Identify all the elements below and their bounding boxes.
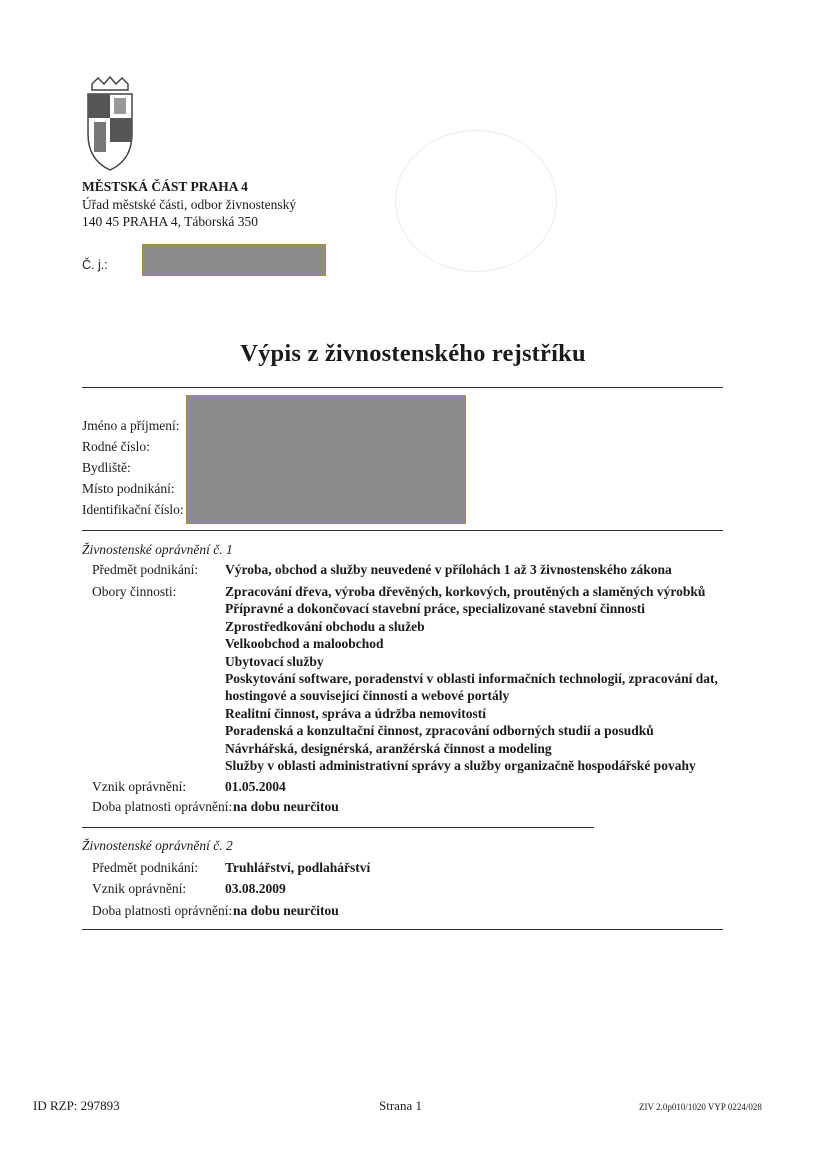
permit-1-field-item: Návrhářská, designérská, aranžérská činnost a modeling <box>225 740 552 756</box>
permit-1-field-item: Ubytovací služby <box>225 653 324 669</box>
permit-2-heading: Živnostenské oprávnění č. 2 <box>82 838 233 853</box>
permit-1-field-item: Zprostředkování obchodu a služeb <box>225 618 425 634</box>
permit-2-validity-label: Doba platnosti oprávnění: <box>92 903 233 918</box>
permit-1-subject-label: Předmět podnikání: <box>92 562 199 577</box>
document-title: Výpis z živnostenského rejstříku <box>240 340 586 367</box>
office-department: Úřad městské části, odbor živnostenský <box>82 197 297 212</box>
permit-2-origin-label: Vznik oprávnění: <box>92 881 187 896</box>
permit-1-heading: Živnostenské oprávnění č. 1 <box>82 542 233 557</box>
permit-1-field-item: Poskytování software, poradenství v oblasti informačních technologií, zpracování dat, <box>225 671 718 686</box>
office-address: 140 45 PRAHA 4, Táborská 350 <box>82 214 259 229</box>
end-divider <box>82 929 723 930</box>
permit-1-field-item: hostingové a související činnosti a webové portály <box>225 688 510 704</box>
label-residence: Bydliště: <box>82 460 131 475</box>
permit-2-subject-label: Předmět podnikání: <box>92 860 199 875</box>
office-name: MĚSTSKÁ ČÁST PRAHA 4 <box>82 179 248 194</box>
label-identification-number: Identifikační číslo: <box>82 502 184 517</box>
label-name: Jméno a příjmení: <box>82 418 180 433</box>
permit-1-field-item: Zpracování dřeva, výroba dřevěných, korkových, proutěných a slaměných výrobků <box>225 584 706 599</box>
reference-number-label: Č. j.: <box>82 258 108 272</box>
permit-1-field-item: Služby v oblasti administrativní správy a služby organizačně hospodářské povahy <box>225 758 696 773</box>
permit-1-origin-label: Vznik oprávnění: <box>92 779 187 794</box>
footer-code: ZIV 2.0p010/1020 VYP 0224/028 <box>639 1102 762 1112</box>
permit-1-subject: Výroba, obchod a služby neuvedené v přílohách 1 až 3 živnostenského zákona <box>225 562 672 577</box>
permit-1-fields-label: Obory činnosti: <box>92 584 177 599</box>
redacted-reference-number <box>142 244 326 276</box>
permit-1-field-item: Velkoobchod a maloobchod <box>225 636 384 652</box>
label-birth-number: Rodné číslo: <box>82 439 150 454</box>
permit-2-origin-date: 03.08.2009 <box>225 881 286 896</box>
permit-2-subject: Truhlářství, podlahářství <box>225 860 371 875</box>
permit-1-field-item: Poradenská a konzultační činnost, zpracování odborných studií a posudků <box>225 723 654 739</box>
title-divider <box>82 387 723 388</box>
permit-1-validity-label: Doba platnosti oprávnění: <box>92 799 233 814</box>
permit-divider <box>82 827 594 828</box>
redacted-personal-data <box>186 395 466 524</box>
permit-1-validity: na dobu neurčitou <box>233 799 339 814</box>
label-business-place: Místo podnikání: <box>82 481 175 496</box>
footer-page-number: Strana 1 <box>379 1098 422 1113</box>
city-crest-logo <box>80 74 140 174</box>
footer-id: ID RZP: 297893 <box>33 1098 120 1113</box>
section-divider <box>82 530 723 531</box>
permit-1-origin-date: 01.05.2004 <box>225 779 286 794</box>
permit-2-validity: na dobu neurčitou <box>233 903 339 918</box>
permit-1-field-item: Přípravné a dokončovací stavební práce, specializované stavební činnosti <box>225 601 645 617</box>
faded-stamp <box>395 130 557 272</box>
permit-1-field-item: Realitní činnost, správa a údržba nemovitostí <box>225 705 487 721</box>
